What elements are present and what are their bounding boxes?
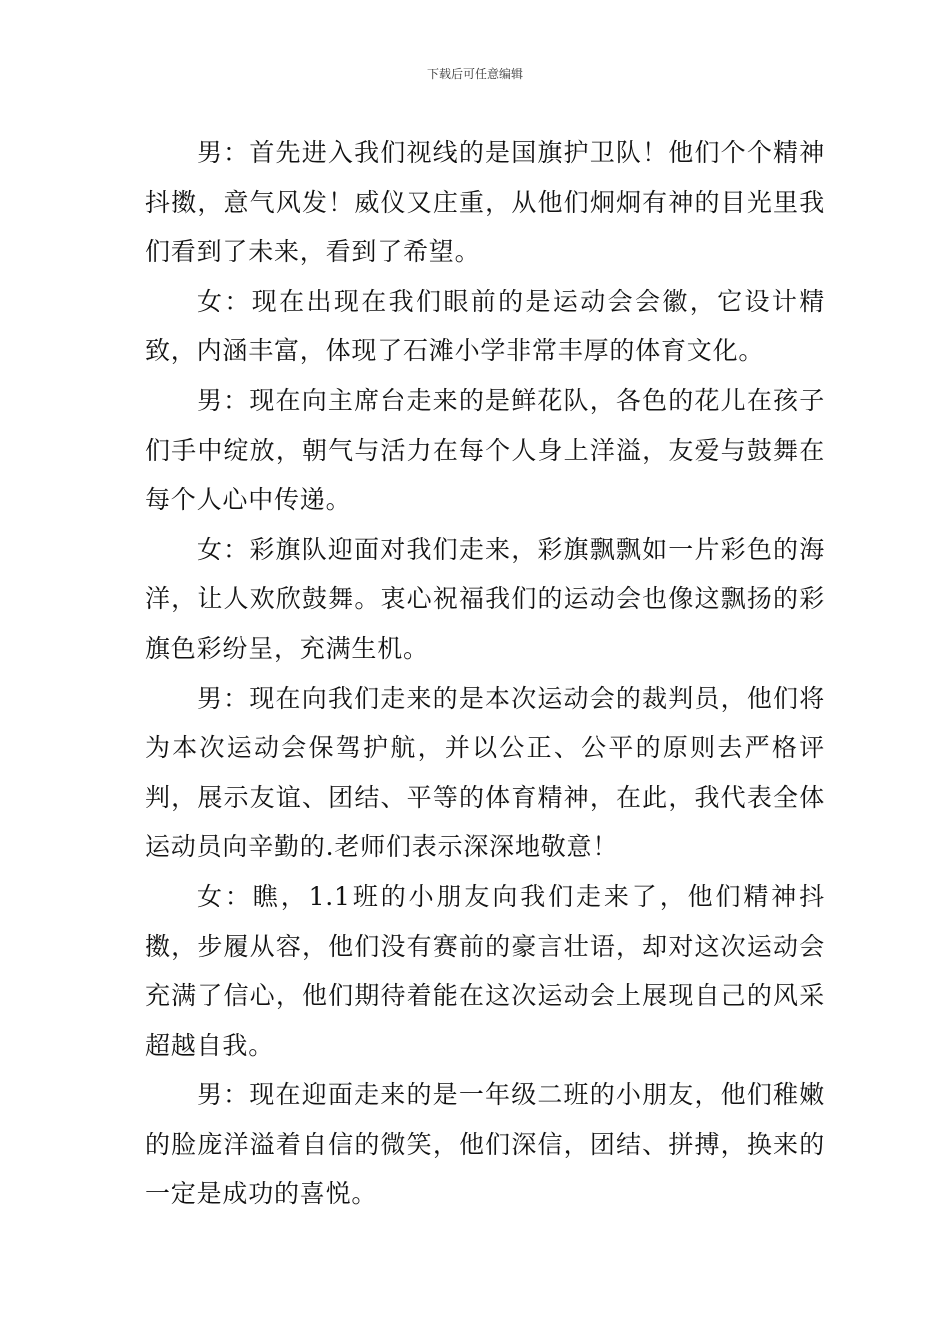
paragraph-6: 女：瞧，1.1班的小朋友向我们走来了，他们精神抖擞，步履从容，他们没有赛前的豪言壮语，却对这次运动会充满了信心，他们期待着能在这次运动会上展现自己的风采超越自我。 xyxy=(145,881,825,1060)
paragraph-4: 女：彩旗队迎面对我们走来，彩旗飘飘如一片彩色的海洋，让人欢欣鼓舞。衷心祝福我们的运动会也像这飘扬的彩旗色彩纷呈，充满生机。 xyxy=(145,534,825,663)
paragraph-1: 男：首先进入我们视线的是国旗护卫队！他们个个精神抖擞，意气风发！威仪又庄重，从他们炯炯有神的目光里我们看到了未来，看到了希望。 xyxy=(145,138,825,267)
page-header: 下载后可任意编辑 xyxy=(426,67,523,81)
document-body xyxy=(145,128,825,1219)
paragraph-2: 女：现在出现在我们眼前的是运动会会徽，它设计精致，内涵丰富，体现了石滩小学非常丰厚的体育文化。 xyxy=(145,286,825,366)
paragraph-7: 男：现在迎面走来的是一年级二班的小朋友，他们稚嫩的脸庞洋溢着自信的微笑，他们深信，团结、拼搏，换来的一定是成功的喜悦。 xyxy=(145,1080,825,1209)
paragraph-3: 男：现在向主席台走来的是鲜花队，各色的花儿在孩子们手中绽放，朝气与活力在每个人身上洋溢，友爱与鼓舞在每个人心中传递。 xyxy=(145,385,825,515)
paragraph-5: 男：现在向我们走来的是本次运动会的裁判员，他们将为本次运动会保驾护航，并以公正、公平的原则去严格评判，展示友谊、团结、平等的体育精神，在此，我代表全体运动员向辛勤的.老师们表示深深地敬意！ xyxy=(145,683,825,862)
